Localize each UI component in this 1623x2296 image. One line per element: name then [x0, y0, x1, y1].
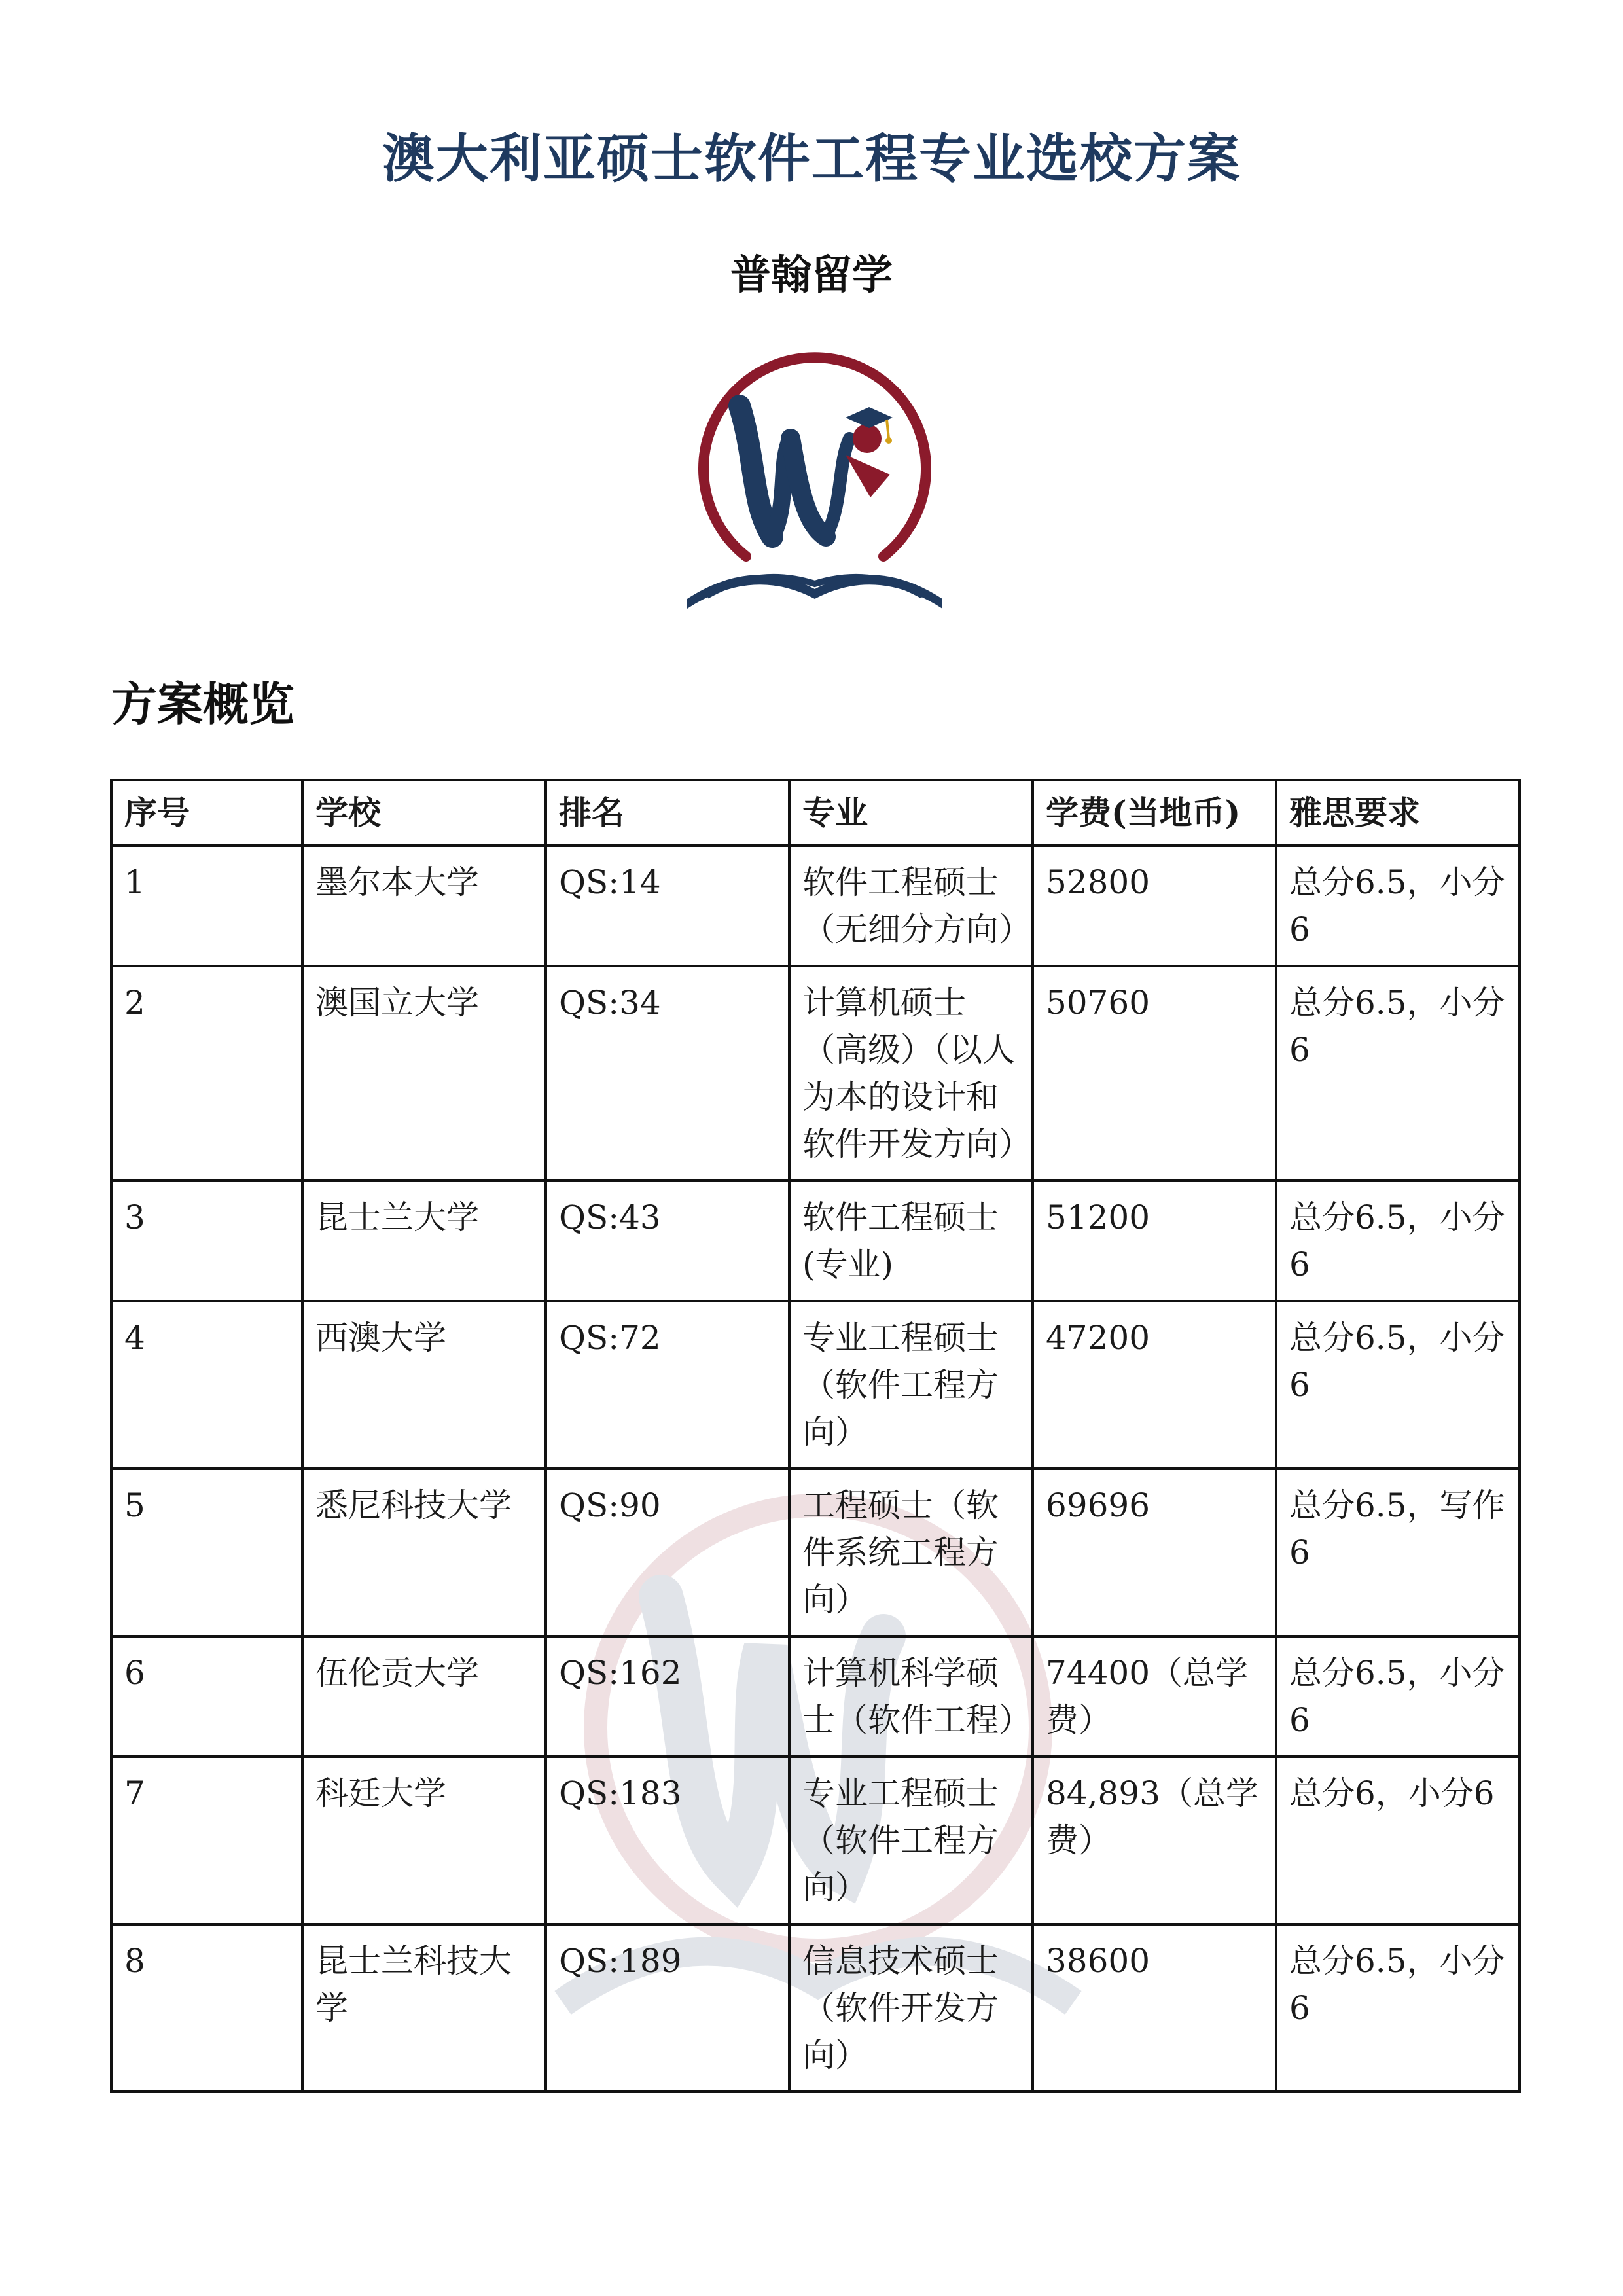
cell-no: 6 [111, 1636, 302, 1757]
cell-ielts: 总分6.5，小分6 [1276, 1301, 1520, 1469]
cell-school: 昆士兰科技大学 [302, 1924, 546, 2092]
cell-rank: QS:14 [546, 846, 789, 966]
cell-tuition: 38600 [1033, 1924, 1276, 2092]
cell-no: 7 [111, 1757, 302, 1924]
table-row [111, 1469, 1520, 1636]
cell-school: 澳国立大学 [302, 966, 546, 1181]
column-header-ielts: 雅思要求 [1276, 780, 1520, 846]
cell-tuition: 69696 [1033, 1469, 1276, 1636]
cell-tuition: 51200 [1033, 1181, 1276, 1301]
cell-major: 信息技术硕士（软件开发方向） [789, 1924, 1033, 2092]
cell-rank: QS:183 [546, 1757, 789, 1924]
cell-school: 伍伦贡大学 [302, 1636, 546, 1757]
cell-tuition: 84,893（总学费） [1033, 1757, 1276, 1924]
column-header-no: 序号 [111, 780, 302, 846]
table-row [111, 846, 1520, 966]
cell-no: 5 [111, 1469, 302, 1636]
cell-rank: QS:34 [546, 966, 789, 1181]
column-header-tuition: 学费(当地币) [1033, 780, 1276, 846]
cell-ielts: 总分6.5，小分6 [1276, 966, 1520, 1181]
cell-rank: QS:90 [546, 1469, 789, 1636]
table-row [111, 1636, 1520, 1757]
cell-ielts: 总分6.5，小分6 [1276, 1636, 1520, 1757]
graduate-book-logo-icon [674, 340, 955, 622]
cell-major: 计算机硕士（高级）（以人为本的设计和软件开发方向） [789, 966, 1033, 1181]
cell-ielts: 总分6.5，小分6 [1276, 1924, 1520, 2092]
cell-major: 计算机科学硕士（软件工程） [789, 1636, 1033, 1757]
cell-tuition: 47200 [1033, 1301, 1276, 1469]
table-row [111, 1181, 1520, 1301]
cell-no: 3 [111, 1181, 302, 1301]
column-header-major: 专业 [789, 780, 1033, 846]
cell-rank: QS:72 [546, 1301, 789, 1469]
cell-no: 4 [111, 1301, 302, 1469]
table-row [111, 1924, 1520, 2092]
cell-major: 工程硕士（软件系统工程方向） [789, 1469, 1033, 1636]
table-row [111, 1757, 1520, 1924]
cell-school: 昆士兰大学 [302, 1181, 546, 1301]
cell-ielts: 总分6.5，小分6 [1276, 846, 1520, 966]
cell-major: 专业工程硕士（软件工程方向） [789, 1757, 1033, 1924]
cell-rank: QS:43 [546, 1181, 789, 1301]
cell-tuition: 74400（总学费） [1033, 1636, 1276, 1757]
cell-rank: QS:162 [546, 1636, 789, 1757]
cell-school: 西澳大学 [302, 1301, 546, 1469]
cell-no: 8 [111, 1924, 302, 2092]
cell-ielts: 总分6.5，写作6 [1276, 1469, 1520, 1636]
cell-tuition: 52800 [1033, 846, 1276, 966]
document-subtitle: 普翰留学 [730, 251, 893, 298]
cell-rank: QS:189 [546, 1924, 789, 2092]
overview-table [110, 779, 1521, 2093]
document-title: 澳大利亚硕士软件工程专业选校方案 [382, 128, 1241, 189]
cell-school: 墨尔本大学 [302, 846, 546, 966]
column-header-rank: 排名 [546, 780, 789, 846]
cell-ielts: 总分6.5，小分6 [1276, 1181, 1520, 1301]
cell-no: 2 [111, 966, 302, 1181]
table-row [111, 966, 1520, 1181]
column-header-school: 学校 [302, 780, 546, 846]
cell-major: 软件工程硕士（无细分方向） [789, 846, 1033, 966]
table-row [111, 1301, 1520, 1469]
cell-school: 悉尼科技大学 [302, 1469, 546, 1636]
cell-no: 1 [111, 846, 302, 966]
cell-tuition: 50760 [1033, 966, 1276, 1181]
table-header-row [111, 780, 1520, 846]
cell-school: 科廷大学 [302, 1757, 546, 1924]
section-heading-overview: 方案概览 [111, 677, 294, 731]
cell-major: 软件工程硕士(专业) [789, 1181, 1033, 1301]
cell-major: 专业工程硕士（软件工程方向） [789, 1301, 1033, 1469]
cell-ielts: 总分6，小分6 [1276, 1757, 1520, 1924]
